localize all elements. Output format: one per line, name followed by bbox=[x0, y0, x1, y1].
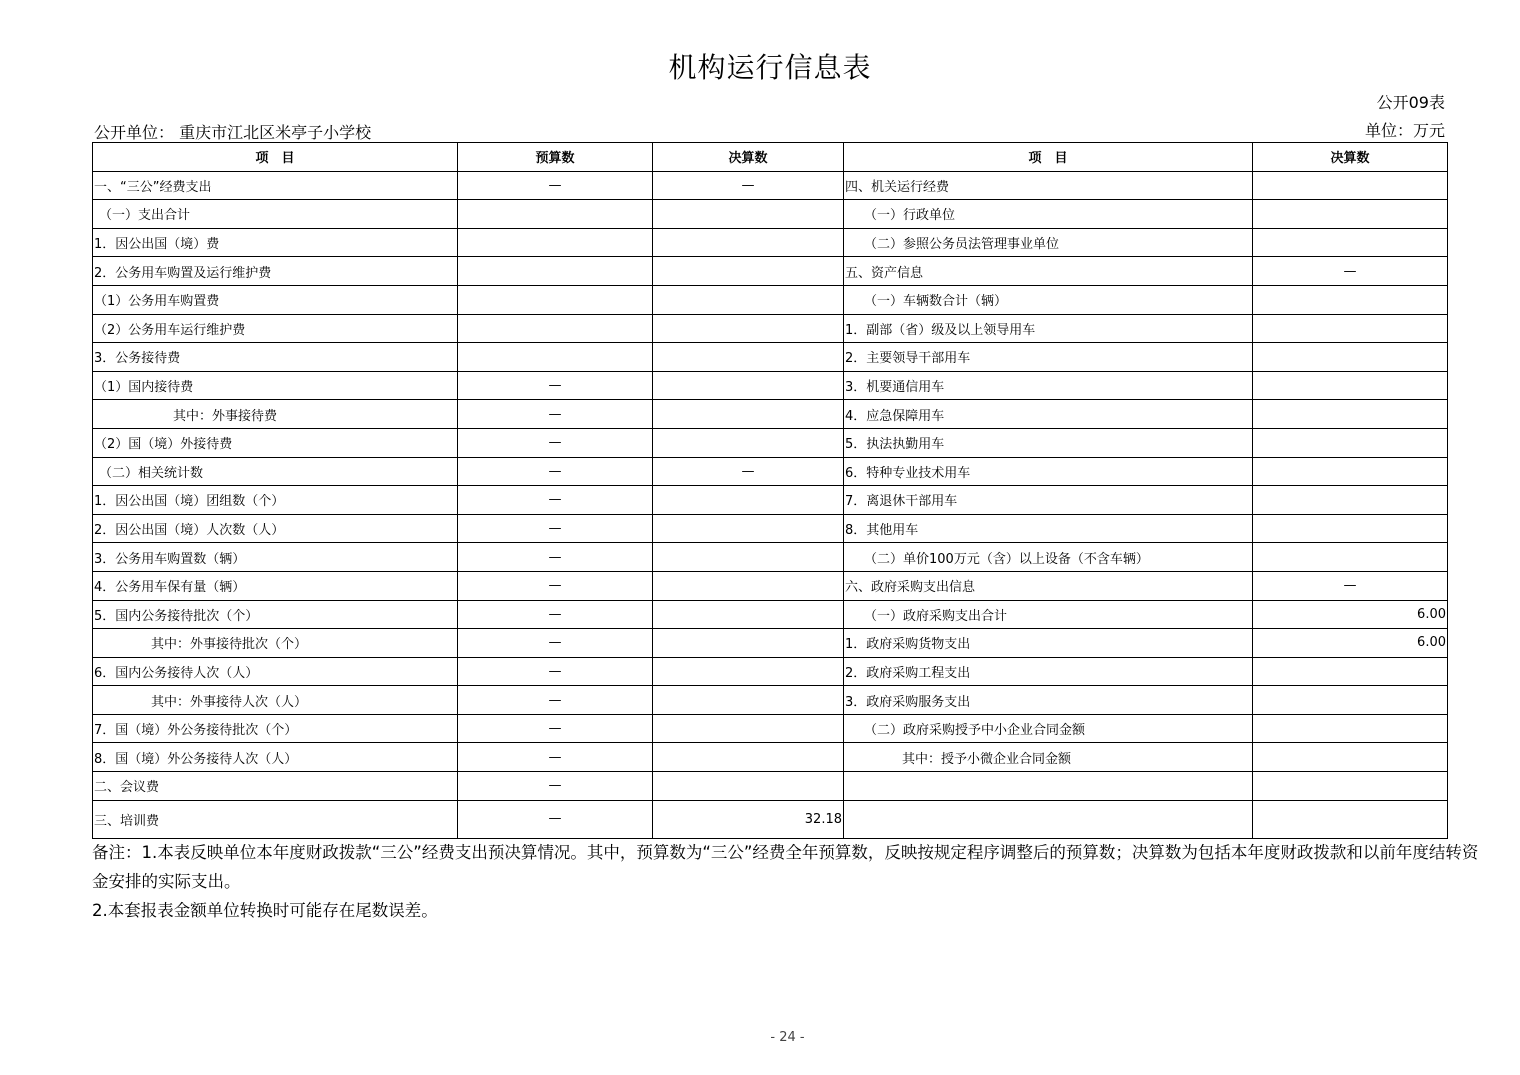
left-item: （2）公务用车运行维护费 bbox=[93, 314, 458, 343]
final-cell bbox=[653, 314, 844, 343]
final-cell bbox=[653, 486, 844, 515]
right-final-cell bbox=[1253, 200, 1448, 229]
right-final-cell bbox=[1253, 228, 1448, 257]
final-cell bbox=[653, 714, 844, 743]
final-cell bbox=[653, 285, 844, 314]
table-header-row bbox=[93, 143, 1448, 172]
final-cell bbox=[653, 772, 844, 801]
table-row bbox=[93, 743, 1448, 772]
table-row bbox=[93, 400, 1448, 429]
table-row bbox=[93, 514, 1448, 543]
left-item: 8．国（境）外公务接待人次（人） bbox=[93, 743, 458, 772]
left-item: （1）国内接待费 bbox=[93, 371, 458, 400]
header-right-final: 决算数 bbox=[1253, 143, 1448, 172]
right-item: （二）参照公务员法管理事业单位 bbox=[844, 228, 1253, 257]
left-item: 其中：外事接待批次（个） bbox=[93, 629, 458, 658]
right-final-cell bbox=[1253, 686, 1448, 715]
budget-cell: — bbox=[458, 514, 653, 543]
budget-cell: — bbox=[458, 772, 653, 801]
final-cell bbox=[653, 600, 844, 629]
header-right-item: 项 目 bbox=[844, 143, 1253, 172]
left-item: 4．公务用车保有量（辆） bbox=[93, 571, 458, 600]
final-cell: — bbox=[653, 457, 844, 486]
table-row bbox=[93, 657, 1448, 686]
budget-cell: — bbox=[458, 428, 653, 457]
right-final-cell bbox=[1253, 428, 1448, 457]
final-cell bbox=[653, 543, 844, 572]
final-cell bbox=[653, 400, 844, 429]
budget-cell: — bbox=[458, 486, 653, 515]
budget-cell bbox=[458, 343, 653, 372]
table-row bbox=[93, 457, 1448, 486]
right-item: （一）车辆数合计（辆） bbox=[844, 285, 1253, 314]
left-item: 其中：外事接待人次（人） bbox=[93, 686, 458, 715]
final-cell bbox=[653, 743, 844, 772]
notes bbox=[92, 838, 1492, 925]
budget-cell: — bbox=[458, 571, 653, 600]
final-cell: — bbox=[653, 171, 844, 200]
final-cell bbox=[653, 343, 844, 372]
right-final-cell bbox=[1253, 657, 1448, 686]
right-item: 4．应急保障用车 bbox=[844, 400, 1253, 429]
budget-cell: — bbox=[458, 686, 653, 715]
right-final-cell bbox=[1253, 486, 1448, 515]
table-row bbox=[93, 714, 1448, 743]
left-item: （1）公务用车购置费 bbox=[93, 285, 458, 314]
info-table bbox=[92, 142, 1448, 839]
left-item: 2．公务用车购置及运行维护费 bbox=[93, 257, 458, 286]
note-1: 备注：1.本表反映单位本年度财政拨款“三公”经费支出预决算情况。其中，预算数为“三公”经费全年预算数，反映按规定程序调整后的预算数；决算数为包括本年度财政拨款和以前年度结转资金安排的实际支出。 bbox=[92, 843, 1479, 891]
right-final-cell bbox=[1253, 800, 1448, 839]
right-item: 3．政府采购服务支出 bbox=[844, 686, 1253, 715]
budget-cell bbox=[458, 200, 653, 229]
left-item: 一、“三公”经费支出 bbox=[93, 171, 458, 200]
header-budget: 预算数 bbox=[458, 143, 653, 172]
right-item: 2．政府采购工程支出 bbox=[844, 657, 1253, 686]
budget-cell bbox=[458, 314, 653, 343]
final-cell bbox=[653, 371, 844, 400]
right-final-cell: 6.00 bbox=[1253, 629, 1448, 658]
right-final-cell bbox=[1253, 314, 1448, 343]
budget-cell bbox=[458, 257, 653, 286]
right-item: 8．其他用车 bbox=[844, 514, 1253, 543]
left-item: （二）相关统计数 bbox=[93, 457, 458, 486]
table-row bbox=[93, 543, 1448, 572]
right-final-cell bbox=[1253, 743, 1448, 772]
table-row bbox=[93, 686, 1448, 715]
right-item: 1．副部（省）级及以上领导用车 bbox=[844, 314, 1253, 343]
budget-cell: — bbox=[458, 714, 653, 743]
final-cell bbox=[653, 228, 844, 257]
right-final-cell: 6.00 bbox=[1253, 600, 1448, 629]
right-item: （二）单价100万元（含）以上设备（不含车辆） bbox=[844, 543, 1253, 572]
left-item: 3．公务接待费 bbox=[93, 343, 458, 372]
table-row bbox=[93, 171, 1448, 200]
currency-unit: 单位：万元 bbox=[1364, 121, 1445, 140]
note-2: 2.本套报表金额单位转换时可能存在尾数误差。 bbox=[92, 901, 438, 920]
right-final-cell: — bbox=[1253, 257, 1448, 286]
left-item: 6．国内公务接待人次（人） bbox=[93, 657, 458, 686]
right-item: 六、政府采购支出信息 bbox=[844, 571, 1253, 600]
left-item: 三、培训费 bbox=[93, 800, 458, 839]
table-row bbox=[93, 800, 1448, 839]
right-final-cell bbox=[1253, 772, 1448, 801]
budget-cell bbox=[458, 228, 653, 257]
right-final-cell bbox=[1253, 457, 1448, 486]
header-final: 决算数 bbox=[653, 143, 844, 172]
left-item: 5．国内公务接待批次（个） bbox=[93, 600, 458, 629]
right-final-cell bbox=[1253, 285, 1448, 314]
right-final-cell: — bbox=[1253, 571, 1448, 600]
right-final-cell bbox=[1253, 400, 1448, 429]
final-cell bbox=[653, 657, 844, 686]
right-item: （二）政府采购授予中小企业合同金额 bbox=[844, 714, 1253, 743]
page-title: 机构运行信息表 bbox=[668, 51, 872, 84]
left-item: 1．因公出国（境）费 bbox=[93, 228, 458, 257]
budget-cell: — bbox=[458, 457, 653, 486]
budget-cell: — bbox=[458, 171, 653, 200]
left-item: （2）国（境）外接待费 bbox=[93, 428, 458, 457]
table-row bbox=[93, 371, 1448, 400]
left-item: 1．因公出国（境）团组数（个） bbox=[93, 486, 458, 515]
final-cell bbox=[653, 257, 844, 286]
table-row bbox=[93, 285, 1448, 314]
form-number: 公开09表 bbox=[1376, 93, 1445, 112]
right-item: 7．离退休干部用车 bbox=[844, 486, 1253, 515]
left-item: （一）支出合计 bbox=[93, 200, 458, 229]
final-cell bbox=[653, 428, 844, 457]
reporting-unit: 公开单位： 重庆市江北区米亭子小学校 bbox=[94, 123, 372, 142]
table-row bbox=[93, 228, 1448, 257]
right-final-cell bbox=[1253, 514, 1448, 543]
final-cell bbox=[653, 686, 844, 715]
table-row bbox=[93, 486, 1448, 515]
right-item: 2．主要领导干部用车 bbox=[844, 343, 1253, 372]
right-item: 五、资产信息 bbox=[844, 257, 1253, 286]
right-item: 其中：授予小微企业合同金额 bbox=[844, 743, 1253, 772]
right-item bbox=[844, 772, 1253, 801]
right-item: 5．执法执勤用车 bbox=[844, 428, 1253, 457]
table-row bbox=[93, 314, 1448, 343]
budget-cell: — bbox=[458, 629, 653, 658]
final-cell: 32.18 bbox=[653, 800, 844, 839]
right-final-cell bbox=[1253, 714, 1448, 743]
table-row bbox=[93, 571, 1448, 600]
left-item: 2．因公出国（境）人次数（人） bbox=[93, 514, 458, 543]
budget-cell: — bbox=[458, 400, 653, 429]
budget-cell: — bbox=[458, 800, 653, 839]
right-final-cell bbox=[1253, 543, 1448, 572]
table-row bbox=[93, 772, 1448, 801]
page-number: - 24 - bbox=[770, 1030, 805, 1045]
header-left-item: 项 目 bbox=[93, 143, 458, 172]
right-item: 3．机要通信用车 bbox=[844, 371, 1253, 400]
budget-cell: — bbox=[458, 543, 653, 572]
right-item: 1．政府采购货物支出 bbox=[844, 629, 1253, 658]
right-final-cell bbox=[1253, 371, 1448, 400]
right-final-cell bbox=[1253, 343, 1448, 372]
table-row bbox=[93, 343, 1448, 372]
final-cell bbox=[653, 629, 844, 658]
right-item: （一）行政单位 bbox=[844, 200, 1253, 229]
right-item bbox=[844, 800, 1253, 839]
table-row bbox=[93, 600, 1448, 629]
budget-cell: — bbox=[458, 600, 653, 629]
final-cell bbox=[653, 200, 844, 229]
budget-cell: — bbox=[458, 371, 653, 400]
left-item: 3．公务用车购置数（辆） bbox=[93, 543, 458, 572]
left-item: 其中：外事接待费 bbox=[93, 400, 458, 429]
final-cell bbox=[653, 514, 844, 543]
table-row bbox=[93, 257, 1448, 286]
budget-cell: — bbox=[458, 657, 653, 686]
right-item: 四、机关运行经费 bbox=[844, 171, 1253, 200]
right-item: （一）政府采购支出合计 bbox=[844, 600, 1253, 629]
budget-cell bbox=[458, 285, 653, 314]
right-item: 6．特种专业技术用车 bbox=[844, 457, 1253, 486]
left-item: 7．国（境）外公务接待批次（个） bbox=[93, 714, 458, 743]
final-cell bbox=[653, 571, 844, 600]
table-row bbox=[93, 200, 1448, 229]
right-final-cell bbox=[1253, 171, 1448, 200]
budget-cell: — bbox=[458, 743, 653, 772]
table-row bbox=[93, 629, 1448, 658]
table-row bbox=[93, 428, 1448, 457]
left-item: 二、会议费 bbox=[93, 772, 458, 801]
